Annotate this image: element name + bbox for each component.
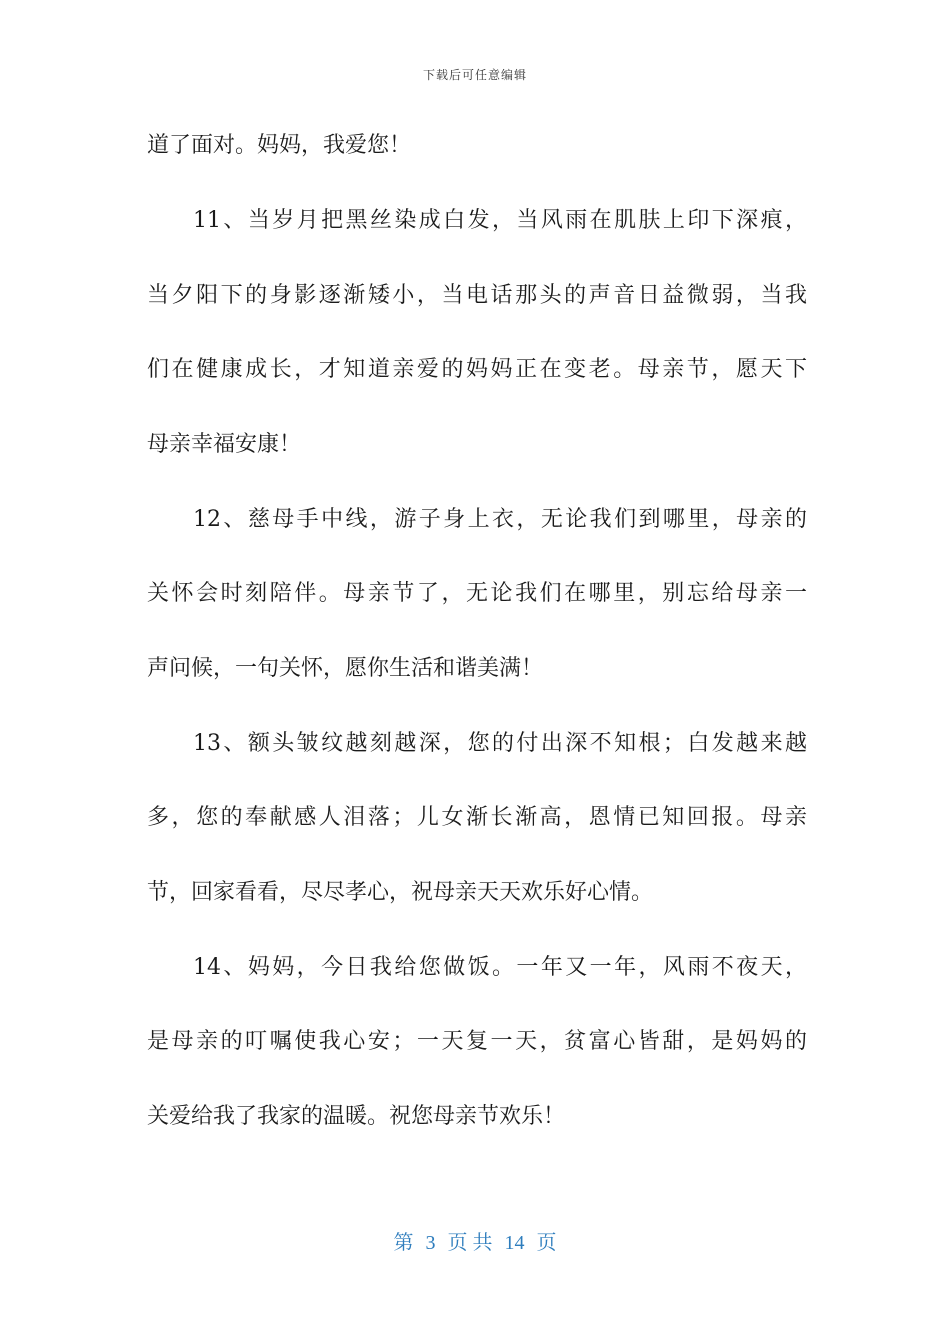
header-note: 下载后可任意编辑 <box>422 68 527 82</box>
footer-middle: 页 共 <box>447 1232 493 1254</box>
paragraph-line: 关爱给我了我家的温暖。祝您母亲节欢乐！ <box>147 1104 566 1129</box>
paragraph-line: 当夕阳下的身影逐渐矮小，当电话那头的声音日益微弱，当我 <box>147 283 807 308</box>
paragraph-line: 13、额头皱纹越刻越深，您的付出深不知根；白发越来越 <box>193 731 807 756</box>
footer-prefix: 第 <box>393 1232 414 1254</box>
footer-suffix: 页 <box>536 1232 557 1254</box>
paragraph-line: 14、妈妈，今日我给您做饭。一年又一年，风雨不夜天， <box>193 955 807 980</box>
footer-total: 14 <box>504 1232 525 1254</box>
paragraph-line: 11、当岁月把黑丝染成白发，当风雨在肌肤上印下深痕， <box>193 208 807 233</box>
page-number-footer <box>0 1226 950 1255</box>
paragraph-line: 12、慈母手中线，游子身上衣，无论我们到哪里，母亲的 <box>193 507 807 532</box>
paragraph-line: 道了面对。妈妈，我爱您！ <box>147 133 412 158</box>
footer-page: 3 <box>425 1232 436 1254</box>
paragraph-line: 们在健康成长，才知道亲爱的妈妈正在变老。母亲节，愿天下 <box>147 357 807 382</box>
paragraph-line: 母亲幸福安康！ <box>147 432 302 457</box>
paragraph-line: 是母亲的叮嘱使我心安；一天复一天，贫富心皆甜，是妈妈的 <box>147 1029 807 1054</box>
paragraph-line: 多，您的奉献感人泪落；儿女渐长渐高，恩情已知回报。母亲 <box>147 805 807 830</box>
paragraph-line: 声问候，一句关怀，愿你生活和谐美满！ <box>147 656 544 681</box>
paragraph-line: 节，回家看看，尽尽孝心，祝母亲天天欢乐好心情。 <box>147 880 654 905</box>
paragraph-line: 关怀会时刻陪伴。母亲节了，无论我们在哪里，别忘给母亲一 <box>147 581 807 606</box>
